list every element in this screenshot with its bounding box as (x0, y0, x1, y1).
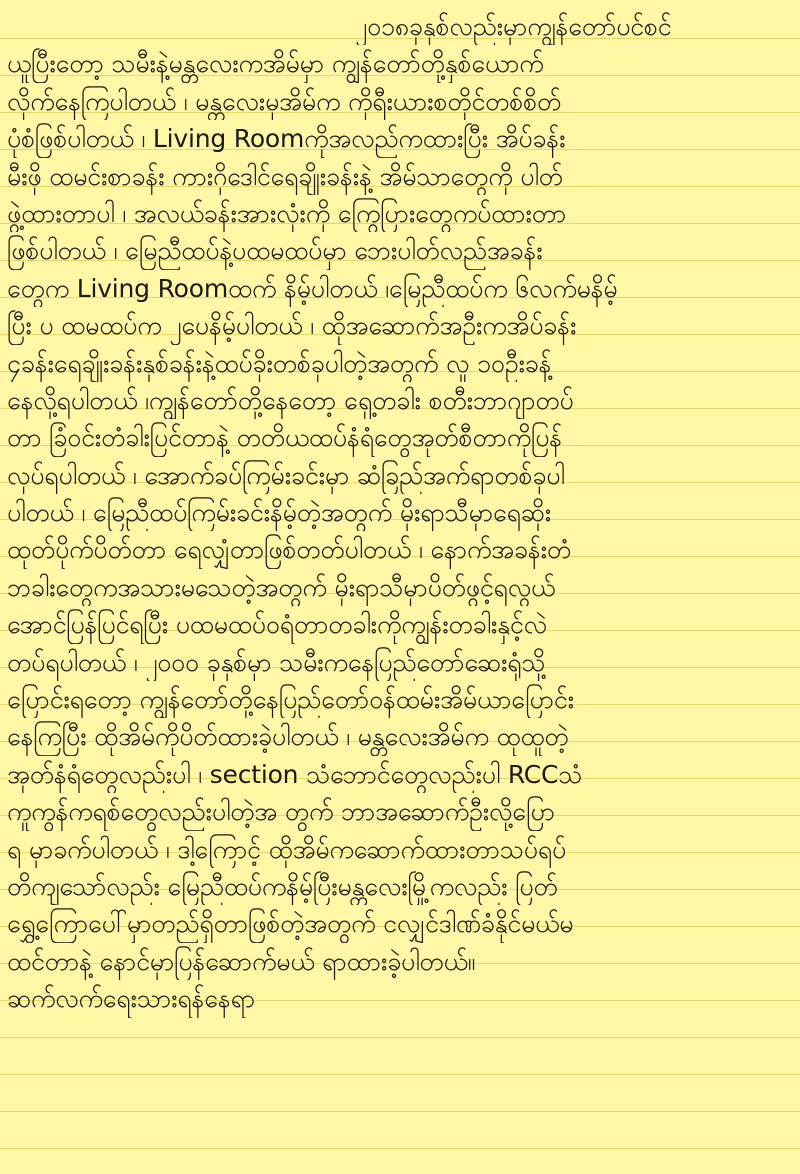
text-line: လိုက်နေကြပါတယ် ၊ မန္တလေးမှအိမ်က ကိုရီးယားစတိုင်တစ်စိတ် (7, 86, 562, 116)
text-line: အောင်ပြန်ပြင်ရပြီး ပထမထပ်ဝရံတာတခါးကိုကျွန်းတခါးနှင့်လဲ (7, 610, 547, 640)
text-line-partial (7, 1018, 793, 1038)
text-line: ရွှေ့ကြောပေါ်မှာတည်ရှိတာဖြစ်တဲ့အတွက် ငလျှင်ဒါဏ်ခံနိုင်မယ်မ (7, 909, 574, 939)
text-line: မီးဖို ထမင်းစာခန်း ကားဂိုဒေါင်ရေချိုးခန်းနဲ့ အိမ်သာတွေကို ပါတ် (7, 161, 563, 191)
text-line: ကူကွန်ကရစ်တွေလည်းပါတဲ့အ တွက် ဘာအဆောက်ဦးလို့ပြော (7, 797, 555, 827)
text-line: ယူပြီးတော့ သမီးနဲ့မန္တလေးကအိမ်မှာ ကျွန်တော်တို့နှစ်ယောက် (7, 49, 544, 79)
text-line: တိကျသော်လည်း မြေညီထပ်ကနိမ့်ပြီးမန္တလေးမြို့ကလည်း ပြတ် (7, 871, 558, 901)
text-line: ၂၀၁၈ခုနှစ်လည်းမှာကျွန်တော်ပင်စင် (355, 12, 672, 41)
text-lines (7, 8, 793, 1038)
text-line: ရ မှာခက်ပါတယ် ၊ ဒါ့ကြောင့် ထိုအိမ်ကဆောက်ထားတာသပ်ရပ် (7, 834, 567, 864)
text-line: ထင်တာနဲ့ နောင်မှာပြန်ဆောက်မယ် ရာထားခဲ့ပါတယ်။ (7, 946, 476, 976)
text-line: ဆက်လက်ရေးသားရန်နေရာ (7, 984, 256, 1014)
text-line: ဖြစ်ပါတယ် ၊ မြေညီထပ်နဲ့ပထမထပ်မှာ ဘေးပါတ်လည်အခန်း (7, 236, 543, 266)
text-line: ဖွဲ့ထားတာပါ ၊ အလယ်ခန်းအားလုံးကို ကြွေပြားတွေကပ်ထားတာ (7, 198, 567, 228)
text-line: ပုံစံဖြစ်ပါတယ် ၊ Living Roomကိုအလည်ကထားပြီး အိပ်ခန်း (7, 124, 566, 154)
text-line: နေလို့ရပါတယ် ၊ကျွန်တော်တို့နေတော့ ရှေ့တခါး စတီးဘာဂျာတပ် (7, 385, 574, 415)
text-line: လုပ်ရပါတယ် ၊ အောက်ခပ်ကြမ်းခင်းမှာ ဆံခြည်အက်ရာတစ်ခုပါ (7, 460, 565, 490)
text-line: တွေက Living Roomထက် နိမ့်ပါတယ် ၊မြေညီထပ်က ၆လက်မနိမ့် (7, 273, 618, 303)
text-line: ပြောင်းရတော့ ကျွန်တော်တို့နေပြည်တော်ဝန်ထမ်းအိမ်ယာပြောင်း (7, 685, 574, 715)
text-line: ၄ခန်းရေချိုးခန်းနှစ်ခန်းနဲ့ထပ်ခိုးတစ်ခုပါတဲ့အတွက် လူ ၁၀ဦးခန့် (7, 348, 552, 378)
text-line: တာ ခြံဝင်းတံခါးပြင်တာနဲ့ တတိယထပ်နံရံတွေအုတ်စီတာကိုပြန် (7, 423, 563, 453)
text-line: ထုတ်ပိုက်ပိတ်တာ ရေလျှံတာဖြစ်တတ်ပါတယ် ၊ နောက်အခန်းတံ (7, 535, 572, 565)
text-line: အုတ်နံရံတွေလည်းပါ ၊ section သံဘောင်တွေလည်းပါ RCCသံ (7, 759, 583, 789)
text-line: တပ်ရပါတယ် ၊ ၂၀၀၀ ခုနှစ်မှာ သမီးကနေပြည်တော်ဆေးရုံသို့ (7, 647, 546, 677)
text-line: နေကြပြီး ထိုအိမ်ကိုပိတ်ထားခဲ့ပါတယ် ၊ မန္တလေးအိမ်က ထုထူတဲ့ (7, 722, 569, 752)
text-line: ဘခါးတွေကအသားမသေတဲ့အတွက် မိုးရာသီမှာပိတ်ဖွင့်ရလွယ် (7, 572, 556, 602)
text-line: ပြီး ပ ထမထပ်က ၂ပေနိမ့်ပါတယ် ၊ ထိုအဆောက်အဦးကအိပ်ခန်း (7, 311, 577, 341)
text-line: ပါတယ် ၊ မြေညီထပ်ကြမ်းခင်းနိမ့်တဲ့အတွက် မိုးရာသီမှာရေဆိုး (7, 498, 552, 528)
